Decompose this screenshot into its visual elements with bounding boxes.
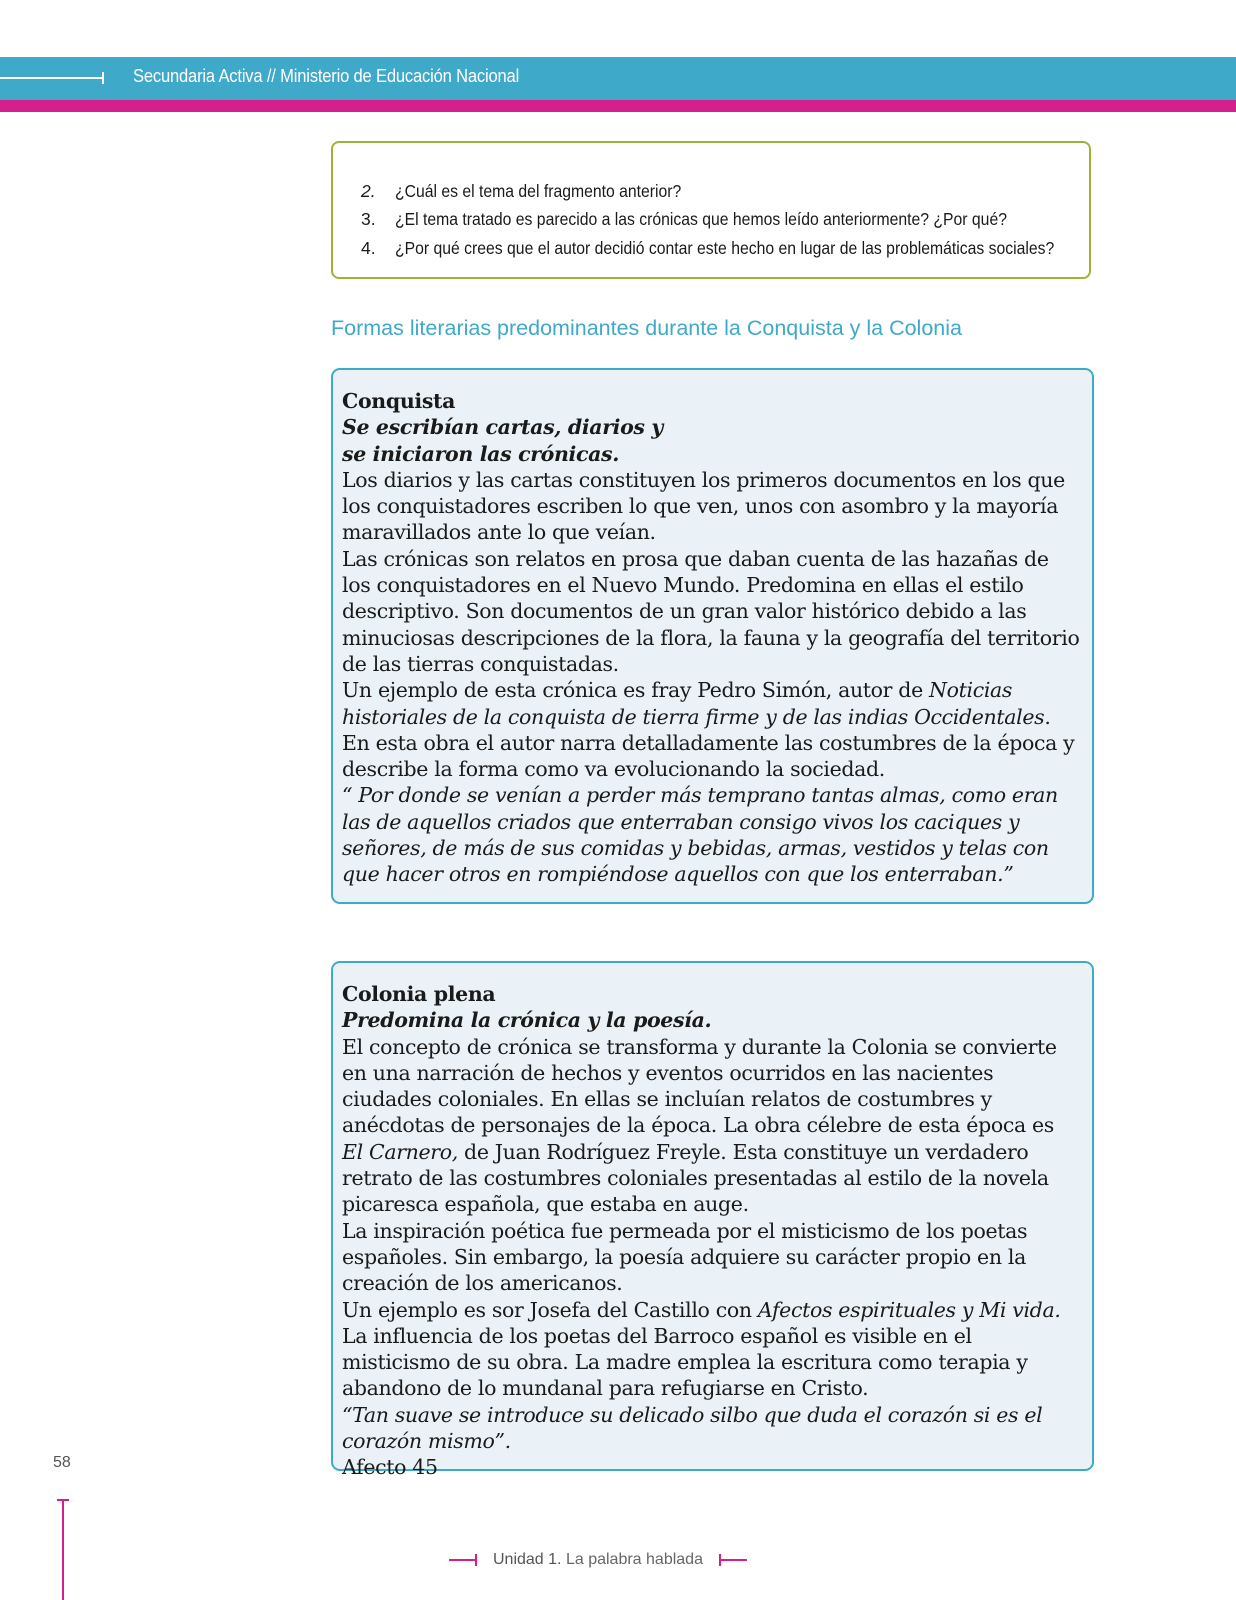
question-number: 2.	[361, 180, 376, 201]
header-stripe	[0, 100, 1236, 112]
conquista-subtitle-line-2: se iniciaron las crónicas.	[342, 441, 620, 466]
question-item	[361, 206, 1128, 235]
question-number: 3.	[361, 209, 376, 230]
header-title: Secundaria Activa // Ministerio de Educación Nacional	[133, 66, 520, 86]
conquista-ejemplo-end: . En esta obra el autor narra detalladamente las costumbres de la época y describe la forma como va evolucionando la sociedad.	[342, 704, 1075, 782]
question-text: ¿El tema tratado es parecido a las crónicas que hemos leído anteriormente? ¿Por qué?	[395, 209, 1007, 230]
question-text: ¿Por qué crees que el autor decidió contar este hecho en lugar de las problemáticas sociales?	[395, 237, 1055, 258]
conquista-box	[331, 368, 1094, 904]
footer-unit: Unidad 1.	[493, 1551, 562, 1568]
footer	[449, 1551, 747, 1569]
question-text: ¿Cuál es el tema del fragmento anterior?	[395, 180, 682, 201]
question-item	[361, 234, 1128, 263]
header-rule	[0, 77, 104, 79]
conquista-title: Conquista	[342, 389, 456, 413]
colonia-ejemplo-start: Un ejemplo es sor Josefa del Castillo con	[342, 1297, 758, 1322]
colonia-box	[331, 961, 1094, 1480]
section-heading: Formas literarias predominantes durante la Conquista y la Colonia	[331, 316, 962, 340]
colonia-paragraph-cronica	[342, 1034, 1080, 1218]
footer-title: La palabra hablada	[565, 1551, 703, 1568]
colonia-title: Colonia plena	[342, 982, 496, 1006]
questions-box	[331, 141, 1091, 279]
colonia-cronica-start: El concepto de crónica se transforma y durante la Colonia se convierte en una narración de hechos y eventos ocurridos en las nacientes ciudades coloniales. En ellas se incluían relatos de costumbres y anécdotas de personajes de la época. La obra célebre de esta época es	[342, 1034, 1057, 1138]
conquista-subtitle-line-1: Se escribían cartas, diarios y	[342, 415, 663, 440]
footer-text	[493, 1551, 703, 1569]
conquista-work-title: Noticias historiales de la conquista de tierra firme y de las indias Occidentales	[342, 678, 1045, 729]
question-item	[361, 177, 1128, 206]
header-rule-tick	[102, 72, 104, 84]
colonia-work-afectos: Afectos espirituales y Mi vida.	[757, 1297, 1061, 1322]
question-number: 4.	[361, 237, 376, 258]
conquista-ejemplo-start: Un ejemplo de esta crónica es fray Pedro Simón, autor de	[342, 678, 930, 703]
conquista-paragraph-cronicas: Las crónicas son relatos en prosa que daban cuenta de las hazañas de los conquistadores en el Nuevo Mundo. Predomina en ellas el estilo descriptivo. Son documentos de un gran valor histórico debido a las minuciosas descripciones de la flora, la fauna y la geografía del territorio de las tierras conquistadas.	[342, 546, 1080, 676]
colonia-subtitle: Predomina la crónica y la poesía.	[342, 1008, 712, 1033]
colonia-paragraph-poesia: La inspiración poética fue permeada por el misticismo de los poetas españoles. Sin embargo, la poesía adquiere su carácter propio en la creación de los americanos.	[342, 1218, 1028, 1296]
colonia-paragraph-ejemplo	[342, 1297, 1080, 1323]
colonia-work-carnero: El Carnero,	[342, 1139, 458, 1164]
conquista-paragraph-diarios: Los diarios y las cartas constituyen los primeros documentos en los que los conquistadores escriben lo que ven, unos con asombro y la mayoría maravillados ante lo que veían.	[342, 467, 1065, 545]
margin-rule	[62, 1500, 64, 1600]
colonia-cronica-end: de Juan Rodríguez Freyle. Esta constituye un verdadero retrato de las costumbres coloniales presentadas al estilo de la novela picaresca española, que estaba en auge.	[342, 1139, 1049, 1217]
footer-mark-left	[449, 1559, 477, 1561]
footer-mark-right	[719, 1559, 747, 1561]
page-number: 58	[53, 1454, 71, 1471]
conquista-quote: “ Por donde se venían a perder más temprano tantas almas, como eran las de aquellos criados que enterraban consigo vivos los caciques y señores, de más de sus comidas y bebidas, armas, vestidos y telas con que hacer otros en rompiéndose aquellos con que los enterraban.”	[342, 783, 1058, 887]
colonia-quote: “Tan suave se introduce su delicado silbo que duda el corazón si es el corazón mismo”.	[342, 1402, 1043, 1454]
conquista-paragraph-ejemplo	[342, 677, 1080, 782]
questions-list	[361, 177, 1128, 263]
colonia-paragraph-influencia: La influencia de los poetas del Barroco español es visible en el misticismo de su obra. La madre emplea la escritura como terapia y abandono de lo mundanal para refugiarse en Cristo.	[342, 1323, 1028, 1401]
colonia-quote-source: Afecto 45	[342, 1455, 438, 1480]
